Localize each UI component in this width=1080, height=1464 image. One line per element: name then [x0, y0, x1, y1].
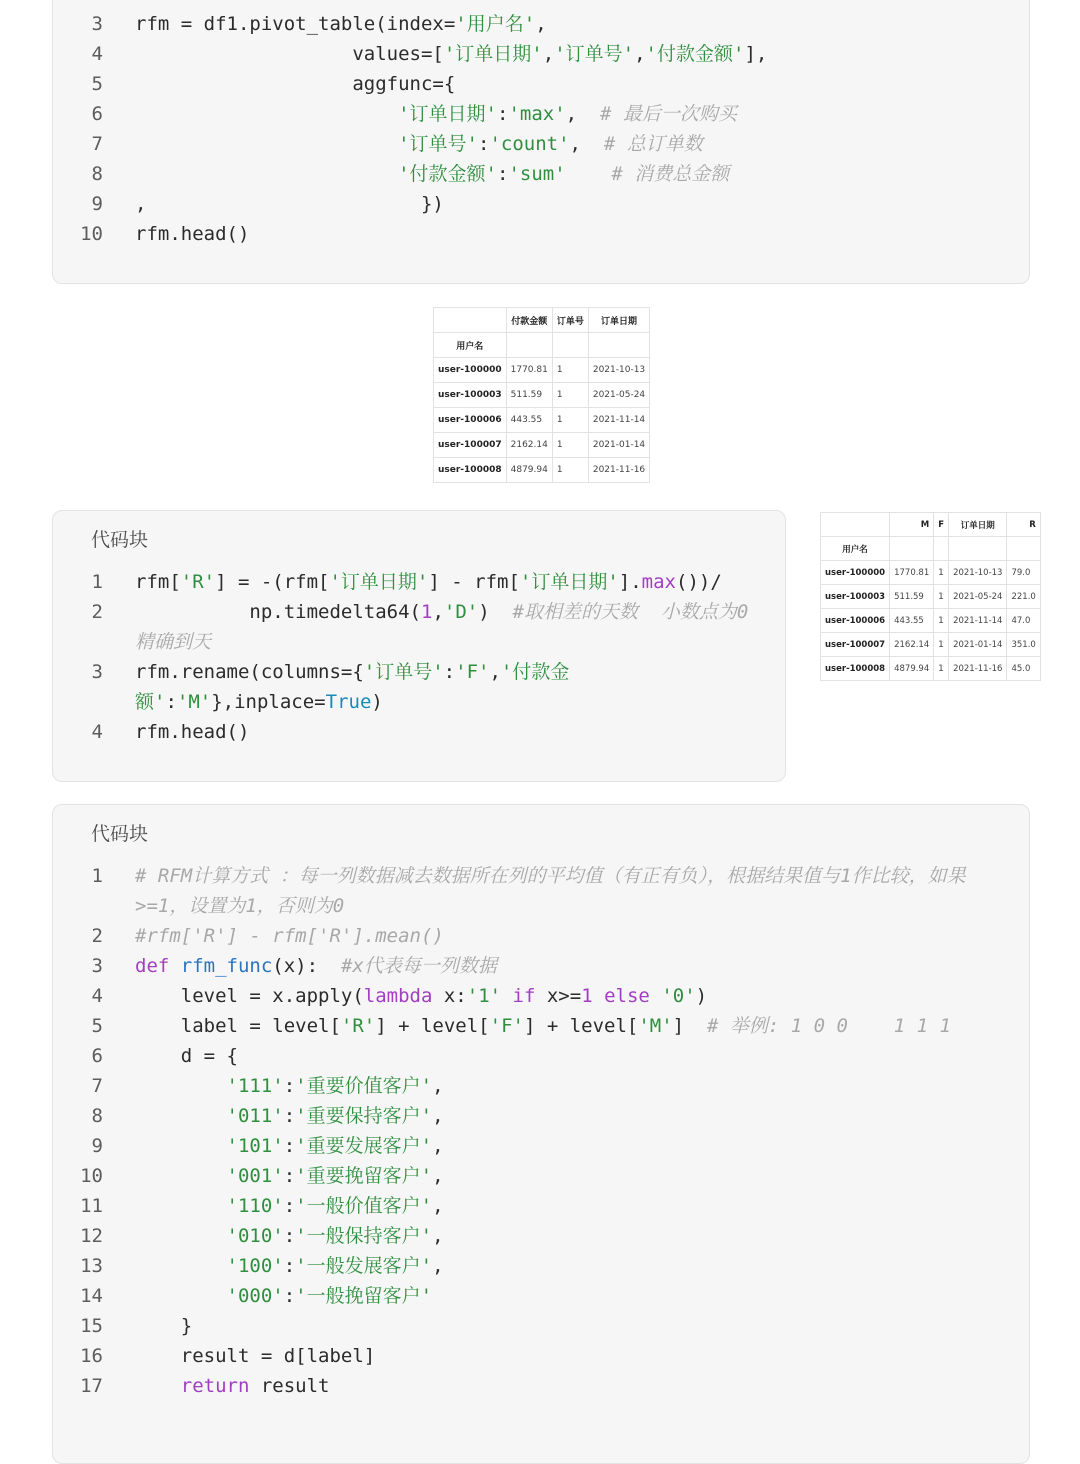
table-cell: 2162.14: [506, 433, 552, 458]
table-cell: 2021-11-14: [949, 609, 1007, 633]
row-index-cell: user-100003: [821, 585, 890, 609]
code-token: '用户名': [455, 13, 536, 35]
code-token: [135, 1165, 227, 1187]
table-cell: 1: [934, 561, 949, 585]
code-token: [135, 1375, 181, 1397]
index-name: 用户名: [434, 333, 507, 358]
row-index-cell: user-100006: [821, 609, 890, 633]
table-cell: 4879.94: [890, 657, 934, 681]
table-cell: 1: [934, 657, 949, 681]
code-token: [135, 1105, 227, 1127]
code-token: [169, 955, 180, 977]
code-token: ,: [634, 43, 646, 65]
code-text: [135, 1341, 375, 1371]
line-number: 8: [91, 163, 103, 185]
code-token: '付款金额': [398, 163, 497, 185]
code-text: [135, 39, 767, 69]
code-token: # 举例: 1 0 0 1 1 1: [707, 1015, 951, 1037]
code-token: '000': [226, 1285, 284, 1307]
line-number: 12: [80, 1225, 103, 1247]
line-number: 9: [91, 193, 103, 215]
code-token: [135, 133, 398, 155]
code-text: [135, 1191, 444, 1221]
code-text: [135, 717, 249, 747]
code-token: '010': [226, 1225, 284, 1247]
code-token: aggfunc={: [135, 73, 456, 95]
code-token: [135, 103, 398, 125]
code-token: rfm.rename(columns={: [135, 661, 364, 683]
code-token: [593, 985, 604, 1007]
code-token: # 总订单数: [603, 133, 703, 155]
code-token: def: [135, 955, 170, 977]
table-row: [434, 433, 650, 458]
code-token: '重要发展客户': [295, 1135, 433, 1157]
code-token: ,: [432, 1105, 444, 1127]
code-token: ,: [432, 1225, 444, 1247]
table-row: [434, 358, 650, 383]
code-text: [135, 1311, 192, 1341]
code-text: [135, 1041, 238, 1071]
table-row: [821, 657, 1041, 681]
code-token: :: [283, 1135, 296, 1157]
code-text: [135, 9, 547, 39]
code-token: ]: [672, 1015, 707, 1037]
line-number: 11: [80, 1195, 103, 1217]
code-token: 'R': [340, 1015, 376, 1037]
code-token: 1: [420, 601, 433, 623]
line-number: 13: [80, 1255, 103, 1277]
code-token: ): [695, 985, 708, 1007]
table-cell: 1770.81: [890, 561, 934, 585]
table-cell: 2021-10-13: [588, 358, 649, 383]
code-token: ] + level[: [375, 1015, 490, 1037]
code-token: :: [478, 133, 490, 155]
code-token: '订单号': [398, 133, 478, 155]
code-token: '一般挽留客户': [295, 1285, 433, 1307]
table-row: [821, 633, 1041, 657]
code-text: [135, 1071, 444, 1101]
table-cell: 1: [934, 609, 949, 633]
code-token: , }): [135, 193, 444, 215]
line-number: 2: [91, 925, 103, 947]
code-token: rfm.head(): [135, 223, 250, 245]
code-token: :: [497, 163, 509, 185]
code-text: [135, 891, 344, 921]
code-token: '一般保持客户': [295, 1225, 433, 1247]
code-token: ): [478, 601, 513, 623]
code-token: '0': [661, 985, 696, 1007]
table-header-cell: [821, 513, 890, 537]
line-number: 5: [91, 73, 103, 95]
code-token: [135, 1285, 227, 1307]
code-token: :: [165, 691, 177, 713]
code-text: [135, 1281, 432, 1311]
table-cell: 2021-01-14: [588, 433, 649, 458]
code-token: [135, 163, 398, 185]
row-index-cell: user-100008: [434, 458, 507, 483]
line-number: 9: [91, 1135, 103, 1157]
code-token: [135, 1225, 227, 1247]
row-index-cell: user-100007: [821, 633, 890, 657]
code-token: ,: [489, 661, 501, 683]
row-index-cell: user-100000: [434, 358, 507, 383]
line-number: 8: [91, 1105, 103, 1127]
code-text: [135, 129, 703, 159]
line-number: 14: [80, 1285, 103, 1307]
code-token: 'count': [489, 133, 570, 155]
code-token: '100': [226, 1255, 284, 1277]
table-row: [821, 561, 1041, 585]
code-token: '订单日期': [329, 571, 429, 593]
line-number: 5: [91, 1015, 103, 1037]
line-number: 16: [80, 1345, 103, 1367]
code-block-3: [52, 804, 1030, 1464]
code-token: (x):: [272, 955, 341, 977]
code-token: [501, 985, 512, 1007]
code-token: 'max': [508, 103, 566, 125]
table-cell: 2021-10-13: [949, 561, 1007, 585]
table-cell: 1: [552, 458, 588, 483]
code-block-1: [52, 0, 1030, 284]
code-text: [135, 981, 707, 1011]
code-text: [135, 597, 748, 627]
code-token: ] = -(rfm[: [215, 571, 330, 593]
code-text: [135, 1131, 444, 1161]
code-token: '重要保持客户': [295, 1105, 433, 1127]
code-token: ,: [432, 1075, 444, 1097]
code-token: #取相差的天数 小数点为0: [512, 601, 749, 623]
code-token: lambda: [363, 985, 433, 1007]
code-token: level = x.apply(: [135, 985, 364, 1007]
code-text: [135, 627, 211, 657]
table-cell: 1: [552, 358, 588, 383]
row-index-cell: user-100006: [434, 408, 507, 433]
line-number: 4: [91, 985, 103, 1007]
table-cell: 1: [934, 633, 949, 657]
table-cell: 2021-01-14: [949, 633, 1007, 657]
code-token: x>=: [535, 985, 582, 1007]
code-token: ].: [618, 571, 642, 593]
code-text: [135, 567, 722, 597]
code-token: x:: [432, 985, 467, 1007]
code-token: rfm.head(): [135, 721, 250, 743]
table-cell: 511.59: [890, 585, 934, 609]
code-text: [135, 1221, 444, 1251]
code-token: :: [443, 661, 456, 683]
row-index-cell: user-100008: [821, 657, 890, 681]
table-cell: 1770.81: [506, 358, 552, 383]
table-cell: 443.55: [506, 408, 552, 433]
code-block-title: 代码块: [91, 529, 149, 551]
code-token: [135, 1075, 227, 1097]
code-token: result: [249, 1375, 330, 1397]
code-token: },inplace=: [211, 691, 326, 713]
table-cell: 221.0: [1007, 585, 1040, 609]
code-token: '重要价值客户': [295, 1075, 433, 1097]
code-text: [135, 657, 569, 687]
dataframe-output-2: [820, 512, 1041, 681]
line-number: 7: [91, 133, 103, 155]
code-token: return: [180, 1375, 250, 1397]
code-token: [650, 985, 661, 1007]
code-block-title: 代码块: [91, 823, 149, 845]
code-token: '011': [226, 1105, 284, 1127]
code-token: '110': [226, 1195, 284, 1217]
table-header-cell: 付款金额: [506, 308, 552, 333]
table-cell: 2021-11-16: [588, 458, 649, 483]
code-token: '101': [226, 1135, 284, 1157]
code-token: 精确到天: [135, 631, 212, 653]
table-body-1: [434, 358, 650, 483]
table-cell: 2021-11-14: [588, 408, 649, 433]
table-row: [821, 609, 1041, 633]
code-token: ,: [432, 1165, 444, 1187]
table-row: [821, 585, 1041, 609]
line-number: 3: [91, 13, 103, 35]
index-name: 用户名: [821, 537, 890, 561]
row-index-cell: user-100003: [434, 383, 507, 408]
table-header-cell: [434, 308, 507, 333]
code-token: '001': [226, 1165, 284, 1187]
code-token: 额': [135, 691, 166, 713]
code-token: ): [371, 691, 383, 713]
line-number: 1: [91, 865, 103, 887]
code-token: 'M': [638, 1015, 673, 1037]
code-token: ,: [535, 13, 547, 35]
code-token: # 最后一次购买: [599, 103, 737, 125]
table-header-cell: 订单日期: [588, 308, 649, 333]
table-cell: 2162.14: [890, 633, 934, 657]
code-token: '订单日期': [398, 103, 497, 125]
code-token: True: [325, 691, 372, 713]
row-index-cell: user-100000: [821, 561, 890, 585]
code-token: max: [641, 571, 676, 593]
code-token: else: [604, 985, 650, 1007]
table-row: [434, 458, 650, 483]
code-token: '1': [466, 985, 502, 1007]
line-number: 10: [80, 223, 103, 245]
table-cell: 1: [552, 408, 588, 433]
table-row: [434, 408, 650, 433]
line-number: 17: [80, 1375, 103, 1397]
table-cell: 2021-11-16: [949, 657, 1007, 681]
code-token: '111': [226, 1075, 284, 1097]
table-cell: 511.59: [506, 383, 552, 408]
table-cell: 47.0: [1007, 609, 1040, 633]
code-token: '一般价值客户': [295, 1195, 433, 1217]
table-cell: 79.0: [1007, 561, 1040, 585]
code-token: label = level[: [135, 1015, 341, 1037]
code-token: }: [135, 1315, 193, 1337]
code-token: ())/: [676, 571, 722, 593]
code-token: [135, 1195, 227, 1217]
code-token: '订单日期': [443, 43, 543, 65]
table-cell: 351.0: [1007, 633, 1040, 657]
code-token: ] - rfm[: [428, 571, 520, 593]
table-cell: 45.0: [1007, 657, 1040, 681]
code-token: 1: [581, 985, 593, 1007]
code-token: ,: [432, 1135, 444, 1157]
line-number: 2: [91, 601, 103, 623]
code-token: # RFM计算方式 ：每一列数据减去数据所在列的平均值（有正有负），根据结果值与1作比较，如果: [135, 865, 966, 887]
line-number: 4: [91, 721, 103, 743]
code-token: [135, 1255, 227, 1277]
code-token: [566, 163, 612, 185]
code-token: :: [283, 1105, 296, 1127]
code-token: '付款金: [500, 661, 570, 683]
table-header-cell: R: [1007, 513, 1040, 537]
code-text: [135, 1011, 951, 1041]
code-token: :: [283, 1075, 296, 1097]
code-token: :: [283, 1165, 296, 1187]
table-cell: 1: [552, 383, 588, 408]
code-token: values=[: [135, 43, 444, 65]
code-text: [135, 951, 497, 981]
code-token: 'sum': [508, 163, 566, 185]
row-index-cell: user-100007: [434, 433, 507, 458]
code-text: [135, 99, 737, 129]
table-cell: 2021-05-24: [949, 585, 1007, 609]
code-token: d = {: [135, 1045, 238, 1067]
code-token: # 消费总金额: [611, 163, 730, 185]
line-number: 6: [91, 103, 103, 125]
code-token: '重要挽留客户': [295, 1165, 433, 1187]
code-token: 'D': [443, 601, 479, 623]
code-token: ,: [542, 43, 555, 65]
code-token: :: [497, 103, 509, 125]
code-text: [135, 1371, 329, 1401]
code-token: 'F': [455, 661, 490, 683]
code-token: :: [283, 1195, 296, 1217]
code-token: ,: [565, 103, 600, 125]
code-text: [135, 1101, 444, 1131]
code-token: 'M': [176, 691, 212, 713]
code-token: ] + level[: [523, 1015, 639, 1037]
table-body-2: [821, 561, 1041, 681]
table-header-cell: 订单号: [552, 308, 588, 333]
table-cell: 443.55: [890, 609, 934, 633]
code-token: 'R': [180, 571, 216, 593]
dataframe-output-1: [433, 307, 650, 483]
code-token: ,: [569, 133, 604, 155]
line-number: 7: [91, 1075, 103, 1097]
code-token: >=1，设置为1，否则为0: [135, 895, 345, 917]
code-text: [135, 861, 966, 891]
code-token: :: [283, 1285, 296, 1307]
code-text: [135, 69, 455, 99]
table-row: [434, 383, 650, 408]
code-text: [135, 219, 249, 249]
table-cell: 1: [552, 433, 588, 458]
code-token: ,: [432, 1255, 444, 1277]
code-token: if: [512, 985, 536, 1007]
line-number: 1: [91, 571, 103, 593]
line-number: 4: [91, 43, 103, 65]
code-block-2: [52, 510, 786, 782]
code-token: rfm_func: [180, 955, 273, 977]
code-text: [135, 189, 444, 219]
code-token: #rfm['R'] - rfm['R'].mean(): [135, 925, 444, 947]
code-token: ],: [744, 43, 768, 65]
code-text: [135, 1161, 444, 1191]
code-token: [135, 1135, 227, 1157]
code-text: [135, 159, 729, 189]
table-header-cell: 订单日期: [949, 513, 1007, 537]
line-number: 10: [80, 1165, 103, 1187]
line-number: 15: [80, 1315, 103, 1337]
line-number: 6: [91, 1045, 103, 1067]
table-cell: 4879.94: [506, 458, 552, 483]
code-token: rfm = df1.pivot_table(index=: [135, 13, 456, 35]
code-token: :: [283, 1255, 296, 1277]
line-number: 3: [91, 955, 103, 977]
code-token: '一般发展客户': [295, 1255, 433, 1277]
code-text: [135, 1251, 444, 1281]
code-token: '订单号': [554, 43, 635, 65]
table-header-cell: M: [890, 513, 934, 537]
code-token: '订单日期': [519, 571, 619, 593]
table-cell: 2021-05-24: [588, 383, 649, 408]
line-number: 3: [91, 661, 103, 683]
table-cell: 1: [934, 585, 949, 609]
code-token: ,: [432, 601, 444, 623]
code-text: [135, 921, 444, 951]
code-token: rfm[: [135, 571, 181, 593]
code-token: 'F': [489, 1015, 524, 1037]
code-token: ,: [432, 1195, 444, 1217]
code-token: np.timedelta64(: [135, 601, 421, 623]
code-token: '订单号': [363, 661, 444, 683]
code-token: :: [283, 1225, 296, 1247]
code-token: result = d[label]: [135, 1345, 376, 1367]
table-header-cell: F: [934, 513, 949, 537]
code-token: '付款金额': [645, 43, 745, 65]
code-token: #x代表每一列数据: [340, 955, 497, 977]
code-text: [135, 687, 383, 717]
